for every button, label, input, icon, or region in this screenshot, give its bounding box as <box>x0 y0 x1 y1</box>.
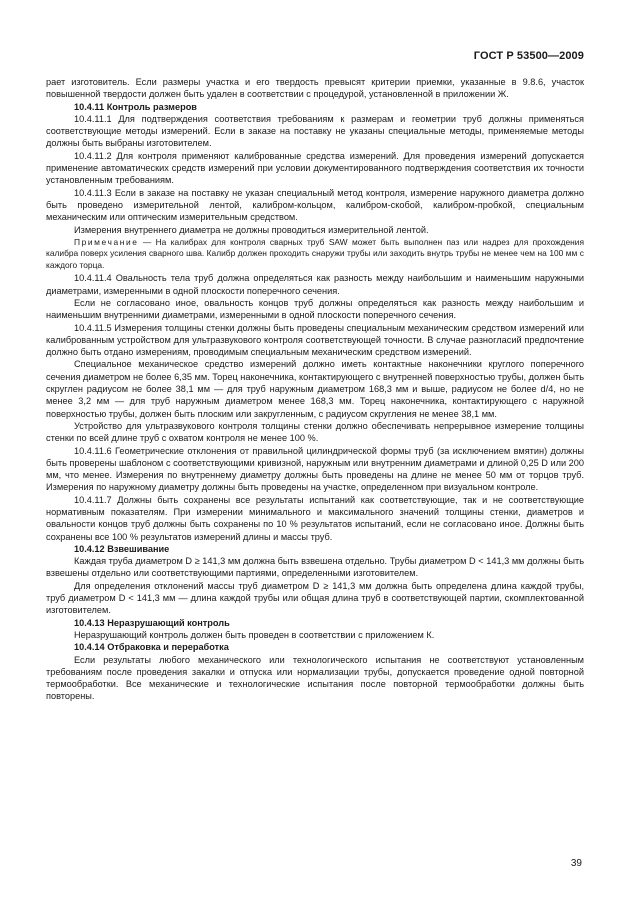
paragraph: Специальное механическое средство измерений должно иметь контактные наконечники круглого поперечного сечения диаметром не более 6,35 мм. Торец наконечника, контактирующего с внутренней поверхностью трубы, должен быть скруглен радиусом не более 38,1 мм — для труб наружным диаметром 168,3 мм и выше, радиусом не более d/4, но не менее 3,2 мм — для труб наружным диаметром менее 168,3 мм. Торец наконечника, контактирующего с наружной поверхностью трубы, должен быть плоским или закругленным, с радиусом скругления не менее 38,1 мм. <box>46 359 584 419</box>
paragraph: Устройство для ультразвукового контроля толщины стенки должно обеспечивать непрерывное измерение толщины стенки по всей длине труб с охватом контроля не менее 100 %. <box>46 420 584 444</box>
paragraph: 10.4.11.7 Должны быть сохранены все результаты испытаний как соответствующие, так и не соответствующие нормативным показателям. При измерении минимального и максимального значений толщины стенки, диаметров и овальности концов труб должны быть сохранены по 10 % результатов испытаний, если не согласовано иное. Должны быть сохранены все 100 % результатов измерений длины и массы труб. <box>46 494 584 542</box>
paragraph: Для определения отклонений массы труб диаметром D ≥ 141,3 мм должна быть определена длина каждой трубы, труб диаметром D < 141,3 мм — длина каждой трубы или общая длина труб в соответствующей партии, скомплектованной изготовителем. <box>46 580 584 616</box>
page-number: 39 <box>570 858 582 869</box>
paragraph: 10.4.11.2 Для контроля применяют калиброванные средства измерений. Для проведения измерений допускается применение автоматических средств измерений при условии документированного подтверждения соответствия их точности установленным требованиям. <box>46 150 584 186</box>
paragraph: 10.4.11.3 Если в заказе на поставку не указан специальный метод контроля, измерение наружного диаметра должно быть проведено измерительной лентой, калибром-кольцом, калибром-скобой, калибром-пробкой, специальным механическим или оптическим измерительным средством. <box>46 187 584 223</box>
paragraph: Измерения внутреннего диаметра не должны проводиться измерительной лентой. <box>74 224 429 235</box>
paragraph: Если не согласовано иное, овальность концов труб должны определяться как разность между наибольшим и наименьшим внутренними диаметрами, измеренными в одной плоскости поперечного сечения. <box>46 297 584 321</box>
paragraph: Неразрушающий контроль должен быть проведен в соответствии с приложением К. <box>74 629 435 640</box>
paragraph: 10.4.11.5 Измерения толщины стенки должны быть проведены специальным механическим средством измерений или калиброванным устройством для ультразвукового контроля соответствующей точности. В случае разногласий предпочтение должно быть отдано измерениям, проводимым специальным механическим средством измерений. <box>46 322 584 358</box>
paragraph: Каждая труба диаметром D ≥ 141,3 мм должна быть взвешена отдельно. Трубы диаметром D < 141,3 мм должны быть взвешены отдельно или соответствующими партиями, определенными изготовителем. <box>46 556 584 579</box>
note-text: — На калибрах для контроля сварных труб SAW может быть выполнен паз или надрез для прохождения калибра поверх усиления сварного шва. Калибр должен проходить снаружи трубы или заходить внутрь трубы не менее чем на 100 мм с каждого торца. <box>46 236 585 270</box>
section-heading: 10.4.13 Неразрушающий контроль <box>74 617 230 628</box>
paragraph: 10.4.11.4 Овальность тела труб должна определяться как разность между наибольшим и наименьшим наружными диаметрами, измеренными в одной плоскости поперечного сечения. <box>46 273 584 296</box>
paragraph: 10.4.11.6 Геометрические отклонения от правильной цилиндрической формы труб (за исключением вмятин) должны быть проверены шаблоном с соответствующими кривизной, наружным или внутренним диаметрами и длиной 0,25 D или 200 мм, что менее. Измерения по внутреннему диаметру должны быть проведены на длине не менее 50 мм от торцов труб. Измерения по наружному диаметру должны быть проведены на участке, определенном при визуальном контроле. <box>46 445 584 493</box>
paragraph: рает изготовитель. Если размеры участка и его твердость превысят критерии приемки, указанные в 9.8.6, участок повышенной твердости должен быть удален в соответствии с процедурой, установленной в приложении Ж. <box>46 77 584 100</box>
note-label: Примечание <box>74 236 139 247</box>
section-heading: 10.4.12 Взвешивание <box>74 543 170 554</box>
paragraph: Если результаты любого механического или технологического испытания не соответствуют установленным требованиям после проведения закалки и отпуска или нормализации трубы, допускается проведение одной повторной термообработки. Все механические и технологические испытания после повторной термообработки должны быть повторены. <box>46 654 584 702</box>
section-heading: 10.4.14 Отбраковка и переработка <box>74 642 229 653</box>
note <box>46 237 584 272</box>
section-heading: 10.4.11 Контроль размеров <box>74 101 197 112</box>
document-body <box>46 76 584 703</box>
paragraph: 10.4.11.1 Для подтверждения соответствия требованиям к размерам и геометрии труб должны применяться соответствующие методы измерений. Если в заказе на поставку не указаны специальные методы, применяемые методы должны быть выбраны изготовителем. <box>46 113 584 149</box>
document-header: ГОСТ Р 53500—2009 <box>473 50 584 62</box>
